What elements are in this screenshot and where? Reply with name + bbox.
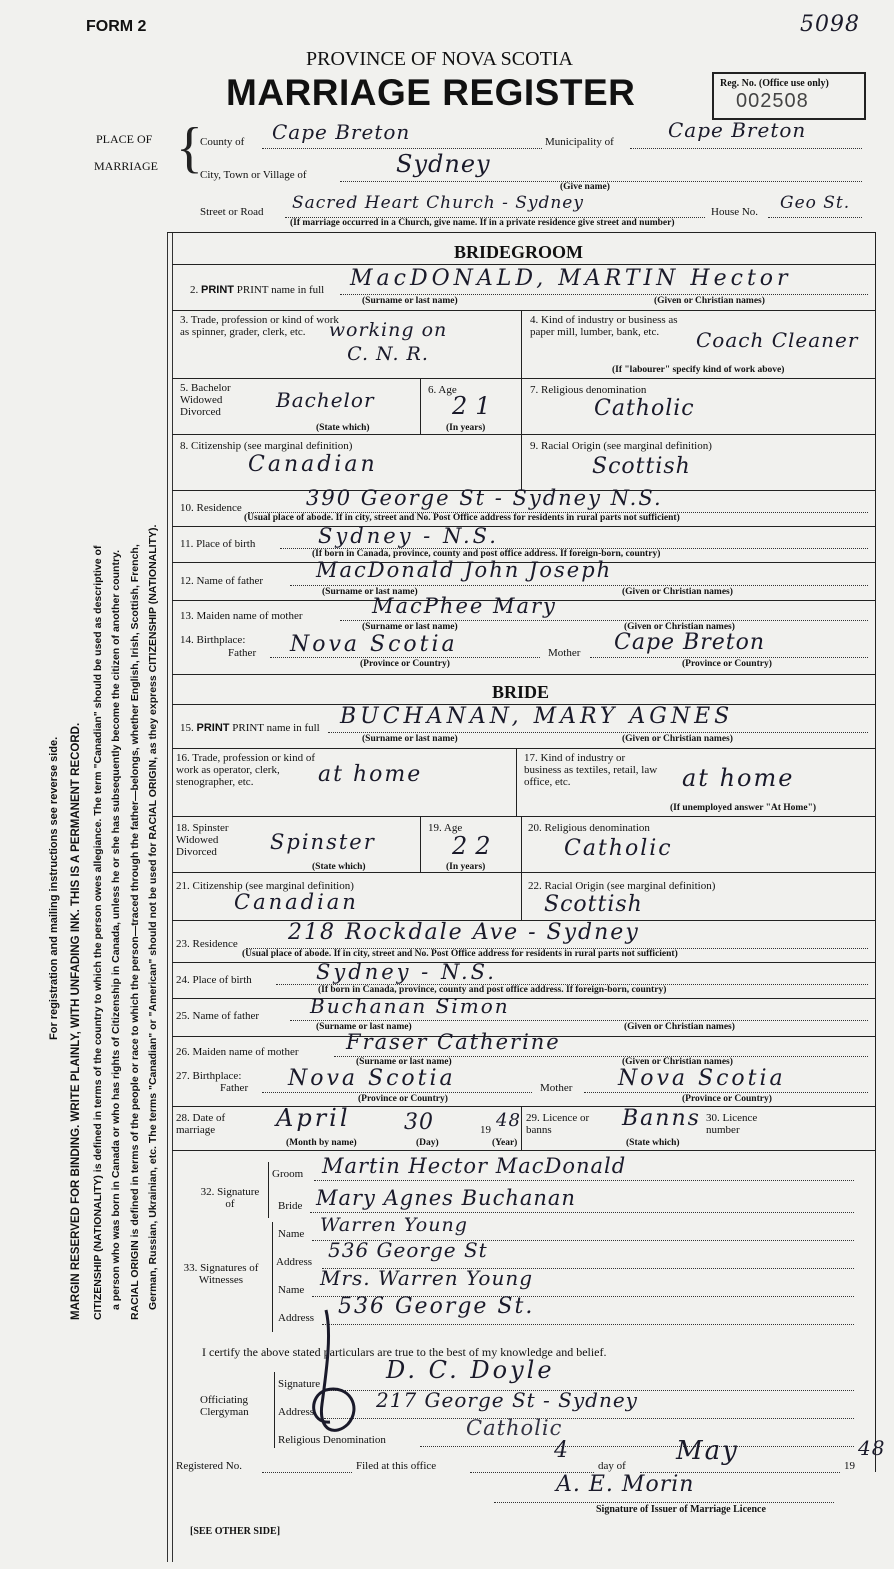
f22-label: 22. Racial Origin (see marginal definition)	[528, 880, 716, 892]
groom-section-title: BRIDEGROOM	[454, 242, 584, 262]
clergy-address: 217 George St - Sydney	[376, 1388, 638, 1412]
w2-name-label: Name	[278, 1284, 305, 1296]
f3-label: 3. Trade, profession or kind of work as spinner, grader, clerk, etc.	[180, 314, 339, 338]
f15-num: 15.	[180, 722, 194, 734]
f23-hint: (Usual place of abode. If in city, street and No. Post Office address for residents in rural parts not sufficient)	[242, 949, 678, 959]
bride-state-which: (State which)	[312, 862, 366, 872]
margin-col3: a person who was born in Canada or who has rights of Citizenship in Canada, unless he or she has subsequently become the citizen of another country.	[110, 549, 122, 1310]
form-number: FORM 2	[86, 18, 147, 35]
f25-surname-hint: (Surname or last name)	[316, 1022, 412, 1032]
file-number: 5098	[800, 12, 860, 37]
margin-col4: RACIAL ORIGIN is defined in terms of the people or race to which the person—traced through the father—belongs, whether English, Irish, Scottish, French,	[129, 544, 141, 1320]
f23-label: 23. Residence	[176, 938, 238, 950]
signature-flourish	[296, 1304, 366, 1444]
groom-citizenship: Canadian	[248, 452, 378, 477]
witness1-name: Warren Young	[320, 1214, 468, 1236]
f27-mother-label: Mother	[540, 1082, 573, 1094]
f10-label: 10. Residence	[180, 502, 242, 514]
bride-residence: 218 Rockdale Ave - Sydney	[288, 920, 640, 945]
marriage-licence: Banns	[622, 1106, 701, 1131]
groom-given-hint: (Given or Christian names)	[654, 296, 765, 306]
f11-hint: (If born in Canada, province, county and post office address. If foreign-born, country)	[312, 549, 661, 559]
bride-racial: Scottish	[544, 892, 643, 917]
place-label-2: MARRIAGE	[94, 159, 159, 173]
bride-given-hint: (Given or Christian names)	[622, 734, 733, 744]
f27-prov-hint-2: (Province or Country)	[682, 1094, 772, 1104]
groom-status: Bachelor	[276, 388, 375, 412]
province-title: PROVINCE OF NOVA SCOTIA	[306, 48, 573, 70]
page-title: MARRIAGE REGISTER	[226, 72, 636, 113]
f14-mother-label: Mother	[548, 647, 581, 659]
f16-label: 16. Trade, profession or kind of work as operator, clerk, stenographer, etc.	[176, 752, 316, 788]
officiating-label: Officiating Clergyman	[200, 1394, 249, 1418]
filed-day: 4	[554, 1438, 569, 1463]
f27-prov-hint-1: (Province or Country)	[358, 1094, 448, 1104]
city-label: City, Town or Village of	[200, 169, 307, 181]
filed-year: 48	[858, 1436, 886, 1460]
f17-hint: (If unemployed answer "At Home")	[670, 803, 817, 813]
day-hint: (Day)	[416, 1138, 439, 1148]
f27-label-2: Father	[220, 1082, 249, 1094]
clergy-address-label: Address	[278, 1406, 315, 1418]
street-value: Sacred Heart Church - Sydney	[292, 193, 584, 213]
f32-label: 32. Signature of	[200, 1186, 260, 1210]
groom-signature: Martin Hector MacDonald	[322, 1154, 627, 1178]
bride-mother: Fraser Catherine	[346, 1030, 561, 1054]
groom-surname-hint: (Surname or last name)	[362, 296, 458, 306]
bride-mother-bp: Nova Scotia	[618, 1066, 786, 1091]
w1-address-label: Address	[276, 1256, 313, 1268]
bride-age: 22	[452, 832, 499, 860]
city-value: Sydney	[396, 150, 491, 178]
f13-label: 13. Maiden name of mother	[180, 610, 303, 622]
bride-industry: at home	[682, 764, 795, 792]
f12-surname-hint: (Surname or last name)	[322, 587, 418, 597]
bride-father-bp: Nova Scotia	[288, 1066, 456, 1091]
registered-label: Registered No.	[176, 1460, 242, 1472]
f33-label: 33. Signatures of Witnesses	[183, 1262, 259, 1286]
groom-father-bp: Nova Scotia	[290, 632, 458, 657]
groom-mother: MacPhee Mary	[372, 594, 557, 618]
reg-no-box	[712, 72, 866, 120]
bride-religion: Catholic	[564, 836, 673, 861]
marriage-year: 48	[496, 1110, 521, 1131]
f2-print: PRINT	[201, 284, 234, 296]
f17-label: 17. Kind of industry or business as textiles, retail, law office, etc.	[524, 752, 658, 788]
street-label: Street or Road	[200, 206, 264, 218]
month-hint: (Month by name)	[286, 1138, 357, 1148]
margin-col1: MARGIN RESERVED FOR BINDING. WRITE PLAINLY, WITH UNFADING INK. THIS IS A PERMANENT RECORD.	[70, 722, 82, 1320]
f14-label-1: 14. Birthplace:	[180, 634, 246, 646]
f15-text: PRINT name in full	[232, 722, 320, 734]
f6-label: 6. Age	[428, 384, 457, 396]
f25-label: 25. Name of father	[176, 1010, 260, 1022]
f19-label: 19. Age	[428, 822, 463, 834]
groom-age: 21	[452, 392, 499, 420]
place-note: (If marriage occurred in a Church, give name. If in a private residence give street and number)	[290, 218, 675, 228]
groom-birthplace: Sydney - N.S.	[318, 524, 499, 548]
f30-label: 30. Licence number	[706, 1112, 758, 1136]
groom-father: MacDonald John Joseph	[316, 558, 613, 582]
groom-religion: Catholic	[594, 396, 695, 421]
bride-section-title: BRIDE	[492, 682, 550, 702]
bride-status: Spinster	[270, 830, 376, 854]
f4-hint: (If "labourer" specify kind of work above)	[612, 365, 785, 375]
municipality-value: Cape Breton	[668, 118, 807, 142]
issuer-label: Signature of Issuer of Marriage Licence	[596, 1504, 766, 1515]
f21-label: 21. Citizenship (see marginal definition)	[176, 880, 354, 892]
groom-sig-label: Groom	[272, 1168, 304, 1180]
f5-label: 5. Bachelor Widowed Divorced	[180, 382, 231, 418]
bride-trade: at home	[318, 762, 423, 787]
margin-col1b: For registration and mailing instructions see reverse side.	[48, 736, 60, 1040]
filed-year-prefix: 19	[844, 1460, 855, 1472]
f12-given-hint: (Given or Christian names)	[622, 587, 733, 597]
groom-racial: Scottish	[592, 454, 691, 479]
f2-label	[190, 284, 324, 296]
day-of-label: day of	[598, 1460, 626, 1472]
bride-sig-label: Bride	[278, 1200, 303, 1212]
f26-label: 26. Maiden name of mother	[176, 1046, 299, 1058]
f20-label: 20. Religious denomination	[528, 822, 650, 834]
municipality-label: Municipality of	[545, 136, 614, 148]
marriage-day: 30	[404, 1110, 434, 1135]
see-other-side: [SEE OTHER SIDE]	[190, 1526, 281, 1537]
county-label: County of	[200, 136, 245, 148]
f13-given-hint: (Given or Christian names)	[624, 622, 735, 632]
f24-label: 24. Place of birth	[176, 974, 252, 986]
marriage-year-prefix: 19	[480, 1124, 491, 1136]
f2-num: 2.	[190, 284, 199, 296]
religious-denom-label: Religious Denomination	[278, 1434, 386, 1446]
f14-prov-hint-1: (Province or Country)	[360, 659, 450, 669]
bride-signature: Mary Agnes Buchanan	[316, 1186, 576, 1210]
f13-surname-hint: (Surname or last name)	[362, 622, 458, 632]
f4-label: 4. Kind of industry or business as paper mill, lumber, bank, etc.	[530, 314, 678, 338]
f15-label	[180, 722, 320, 734]
groom-industry: Coach Cleaner	[696, 328, 859, 352]
place-brace: {	[176, 117, 203, 179]
f14-label-2: Father	[228, 647, 257, 659]
w1-name-label: Name	[278, 1228, 305, 1240]
bride-father: Buchanan Simon	[310, 994, 510, 1018]
f7-label: 7. Religious denomination	[530, 384, 647, 396]
groom-state-which: (State which)	[316, 423, 370, 433]
place-label-1: PLACE OF	[96, 132, 153, 146]
w2-address-label: Address	[278, 1312, 315, 1324]
f28-label: 28. Date of marriage	[176, 1112, 226, 1136]
margin-col2: CITIZENSHIP (NATIONALITY) is defined in terms of the country to which the person owes allegiance. The term "Canadian" should be used as descriptive of	[92, 545, 104, 1320]
margin-notes	[40, 270, 160, 1320]
f25-given-hint: (Given or Christian names)	[624, 1022, 735, 1032]
f9-label: 9. Racial Origin (see marginal definition)	[530, 440, 712, 452]
bride-name: BUCHANAN, MARY AGNES	[340, 704, 734, 729]
reg-no-label: Reg. No. (Office use only)	[720, 78, 829, 89]
house-value: Geo St.	[780, 193, 851, 213]
f14-prov-hint-2: (Province or Country)	[682, 659, 772, 669]
groom-residence: 390 George St - Sydney N.S.	[306, 486, 663, 510]
filed-month: May	[676, 1436, 739, 1466]
f24-hint: (If born in Canada, province, county and post office address. If foreign-born, country)	[318, 985, 667, 995]
bride-birthplace: Sydney - N.S.	[316, 960, 497, 984]
f8-label: 8. Citizenship (see marginal definition)	[180, 440, 353, 452]
licence-state-which: (State which)	[626, 1138, 680, 1148]
f15-print: PRINT	[196, 722, 230, 734]
groom-name: MacDONALD, MARTIN Hector	[350, 266, 792, 291]
witness2-name: Mrs. Warren Young	[320, 1266, 534, 1290]
bride-surname-hint: (Surname or last name)	[362, 734, 458, 744]
groom-trade: working on C. N. R.	[328, 319, 448, 365]
f2-text: PRINT name in full	[236, 284, 325, 296]
f29-label: 29. Licence or banns	[526, 1112, 590, 1136]
margin-col5: German, Russian, Ukrainian, etc. The terms "Canadian" or "American" should not be used for RACIAL ORIGIN, as they express CITIZENSHIP (NATIONALITY).	[147, 524, 159, 1310]
marriage-month: April	[276, 1104, 351, 1132]
clergy-sig-label: Signature	[278, 1378, 321, 1390]
issuer-signature: A. E. Morin	[556, 1472, 695, 1497]
bride-in-years: (In years)	[446, 862, 486, 872]
reg-no-value: 002508	[736, 90, 809, 112]
bride-citizenship: Canadian	[234, 890, 359, 914]
groom-mother-bp: Cape Breton	[614, 630, 766, 655]
f10-hint: (Usual place of abode. If in city, street and No. Post Office address for residents in rural parts not sufficient)	[244, 513, 680, 523]
house-label: House No.	[711, 206, 759, 218]
certify-text: I certify the above stated particulars are true to the best of my knowledge and belief.	[202, 1345, 607, 1359]
f18-label: 18. Spinster Widowed Divorced	[176, 822, 229, 858]
county-value: Cape Breton	[272, 120, 411, 144]
f26-surname-hint: (Surname or last name)	[356, 1057, 452, 1067]
f26-given-hint: (Given or Christian names)	[622, 1057, 733, 1067]
give-name-hint: (Give name)	[560, 182, 610, 192]
f27-label-1: 27. Birthplace:	[176, 1070, 242, 1082]
groom-in-years: (In years)	[446, 423, 486, 433]
witness2-address: 536 George St.	[338, 1294, 535, 1319]
clergy-signature: D. C. Doyle	[386, 1356, 555, 1384]
f12-label: 12. Name of father	[180, 575, 264, 587]
witness1-address: 536 George St	[328, 1238, 488, 1262]
filed-label: Filed at this office	[356, 1460, 437, 1472]
clergy-denomination: Catholic	[466, 1416, 563, 1440]
year-hint: (Year)	[492, 1138, 518, 1148]
f11-label: 11. Place of birth	[180, 538, 256, 550]
